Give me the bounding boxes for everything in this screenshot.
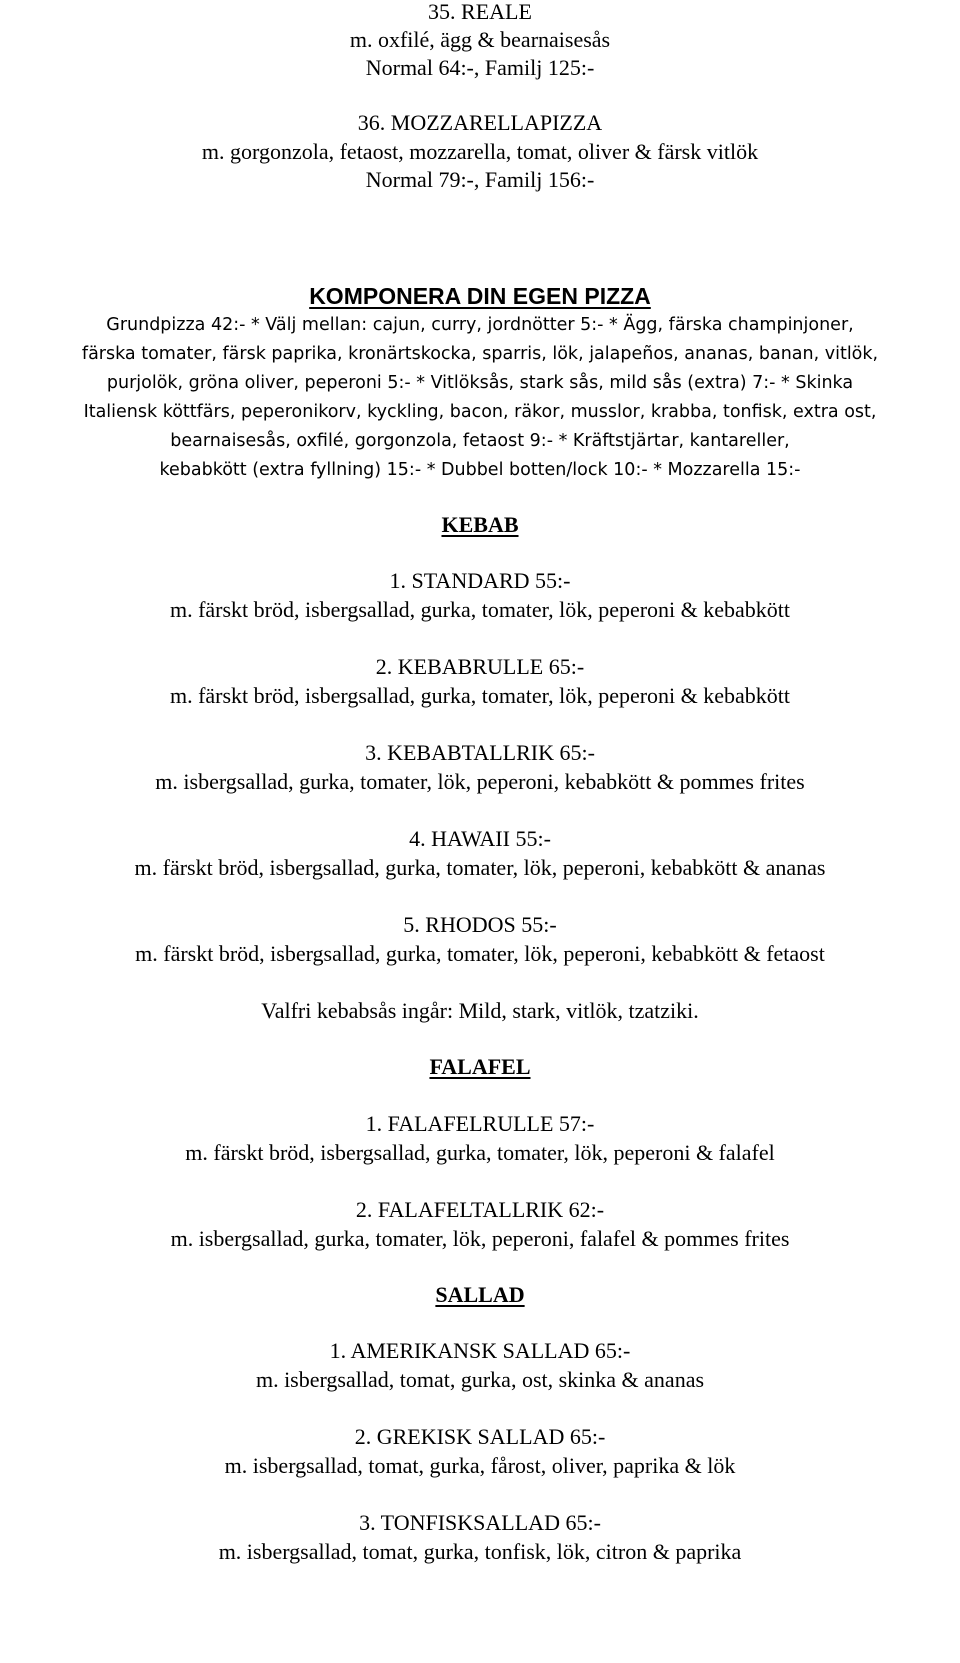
compose-pizza-line: kebabkött (extra fyllning) 15:- * Dubbel botten/lock 10:- * Mozzarella 15:- [159,460,801,480]
pizza-35-title: 35. REALE [428,0,532,24]
kebab-heading: KEBAB [441,512,519,537]
compose-pizza-line: Italiensk köttfärs, peperonikorv, kyckling, bacon, räkor, musslor, krabba, tonfisk, extra ost, [83,402,877,422]
pizza-36-price: Normal 79:-, Familj 156:- [365,167,595,192]
sallad-item-ingredients: m. isbergsallad, tomat, gurka, fårost, oliver, paprika & lök [224,1453,736,1478]
kebab-item-title: 2. KEBABRULLE 65:- [375,654,585,679]
pizza-35-ingredients: m. oxfilé, ägg & bearnaisesås [349,27,611,52]
falafel-heading: FALAFEL [429,1054,531,1079]
falafel-item-ingredients: m. isbergsallad, gurka, tomater, lök, peperoni, falafel & pommes frites [170,1226,790,1251]
sallad-item-ingredients: m. isbergsallad, tomat, gurka, ost, skinka & ananas [255,1367,705,1392]
pizza-36-title: 36. MOZZARELLAPIZZA [357,110,603,135]
compose-pizza-line: färska tomater, färsk paprika, kronärtskocka, sparris, lök, jalapeños, ananas, banan, vitlök, [81,344,879,364]
compose-pizza-line: purjolök, gröna oliver, peperoni 5:- * Vitlöksås, stark sås, mild sås (extra) 7:- * Skinka [106,373,854,393]
kebab-item-title: 3. KEBABTALLRIK 65:- [365,740,595,765]
kebab-item-ingredients: m. isbergsallad, gurka, tomater, lök, peperoni, kebabkött & pommes frites [155,769,805,794]
kebab-item-ingredients: m. färskt bröd, isbergsallad, gurka, tomater, lök, peperoni & kebabkött [169,597,791,622]
kebab-item-title: 5. RHODOS 55:- [403,912,557,937]
kebab-item-ingredients: m. färskt bröd, isbergsallad, gurka, tomater, lök, peperoni, kebabkött & ananas [134,855,826,880]
compose-pizza-line: Grundpizza 42:- * Välj mellan: cajun, curry, jordnötter 5:- * Ägg, färska champinjoner, [106,315,854,335]
compose-pizza-heading: KOMPONERA DIN EGEN PIZZA [309,283,651,309]
falafel-item-ingredients: m. färskt bröd, isbergsallad, gurka, tomater, lök, peperoni & falafel [185,1140,775,1165]
kebab-item-ingredients: m. färskt bröd, isbergsallad, gurka, tomater, lök, peperoni, kebabkött & fetaost [135,941,825,966]
sallad-item-ingredients: m. isbergsallad, tomat, gurka, tonfisk, lök, citron & paprika [218,1539,742,1564]
sallad-item-title: 2. GREKISK SALLAD 65:- [354,1424,606,1449]
kebab-item-title: 4. HAWAII 55:- [409,826,551,851]
falafel-item-title: 2. FALAFELTALLRIK 62:- [355,1197,605,1222]
falafel-item-title: 1. FALAFELRULLE 57:- [365,1111,595,1136]
pizza-35-price: Normal 64:-, Familj 125:- [365,55,595,80]
kebab-sauce-note: Valfri kebabsås ingår: Mild, stark, vitlök, tzatziki. [261,998,699,1023]
sallad-item-title: 1. AMERIKANSK SALLAD 65:- [329,1338,631,1363]
kebab-item-ingredients: m. färskt bröd, isbergsallad, gurka, tomater, lök, peperoni & kebabkött [169,683,791,708]
pizza-36-ingredients: m. gorgonzola, fetaost, mozzarella, tomat, oliver & färsk vitlök [201,139,759,164]
kebab-item-title: 1. STANDARD 55:- [389,568,571,593]
compose-pizza-line: bearnaisesås, oxfilé, gorgonzola, fetaost 9:- * Kräftstjärtar, kantareller, [170,431,790,451]
sallad-heading: SALLAD [435,1282,525,1307]
sallad-item-title: 3. TONFISKSALLAD 65:- [359,1510,601,1535]
